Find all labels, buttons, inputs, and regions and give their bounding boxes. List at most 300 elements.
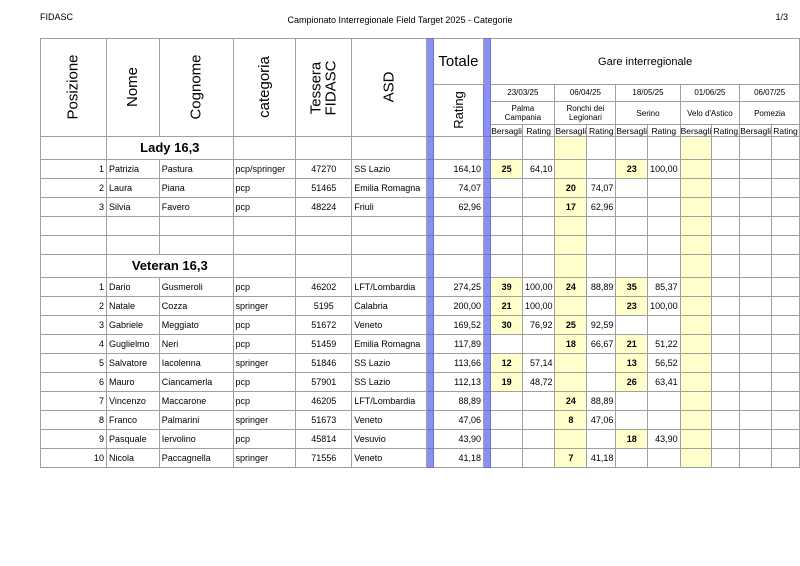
bersagli-cell	[555, 137, 587, 160]
bersagli-cell	[680, 354, 712, 373]
rating-cell: 85,37	[648, 278, 681, 297]
pos-cell: 7	[41, 392, 107, 411]
nome-cell: Franco	[107, 411, 160, 430]
doc-title: Campionato Interregionale Field Target 2025 - Categorie	[287, 15, 513, 25]
header-rating: Rating	[433, 85, 483, 137]
nome-cell: Gabriele	[107, 316, 160, 335]
separator-bar	[426, 411, 433, 430]
tessera-cell	[296, 137, 352, 160]
rating-cell: 43,90	[648, 430, 681, 449]
bersagli-cell	[680, 411, 712, 430]
rating-cell	[522, 430, 555, 449]
separator-bar	[426, 297, 433, 316]
table-row	[41, 411, 800, 430]
bersagli-cell: 39	[491, 278, 523, 297]
cognome-cell: Iacolenna	[159, 354, 233, 373]
rating-cell: 57,14	[522, 354, 555, 373]
rating-cell: 41,18	[587, 449, 616, 468]
separator-bar	[426, 198, 433, 217]
subheader-rating: Rating	[522, 125, 555, 137]
pos-cell: 2	[41, 179, 107, 198]
rating-cell	[771, 137, 799, 160]
cognome-cell: Favero	[159, 198, 233, 217]
rating-cell	[712, 255, 740, 278]
bersagli-cell	[616, 449, 648, 468]
bersagli-cell	[740, 411, 772, 430]
separator-bar	[426, 137, 433, 160]
section-title: Veteran 16,3	[107, 255, 234, 278]
rating-cell	[522, 255, 555, 278]
categoria-cell: springer	[233, 354, 296, 373]
categoria-cell: pcp	[233, 392, 296, 411]
rating-cell: 100,00	[648, 160, 681, 179]
header-tessera: Tessera FIDASC	[296, 39, 352, 137]
asd-cell	[352, 137, 426, 160]
subheader-bersagli: Bersagli	[555, 125, 587, 136]
rating-cell	[522, 179, 555, 198]
bersagli-cell	[740, 179, 772, 198]
separator-bar	[484, 39, 491, 137]
event-location: Serino	[616, 102, 680, 125]
separator-bar	[484, 278, 491, 297]
event-date: 18/05/25	[616, 85, 680, 102]
tessera-cell: 5195	[296, 297, 352, 316]
bersagli-cell	[680, 316, 712, 335]
doc-source-label: FIDASC	[40, 12, 74, 22]
asd-cell: Veneto	[352, 449, 426, 468]
bersagli-cell	[740, 430, 772, 449]
cognome-cell: Pastura	[159, 160, 233, 179]
totale-cell: 41,18	[433, 449, 483, 468]
categoria-cell: pcp	[233, 373, 296, 392]
bersagli-cell	[680, 255, 712, 278]
rating-cell	[648, 179, 681, 198]
rating-cell	[522, 449, 555, 468]
rating-cell	[712, 198, 740, 217]
rating-cell: 63,41	[648, 373, 681, 392]
subheader-rating: Rating	[713, 125, 739, 136]
bersagli-cell	[680, 373, 712, 392]
tessera-cell: 46205	[296, 392, 352, 411]
bersagli-cell	[491, 179, 523, 198]
bersagli-cell	[555, 297, 587, 316]
separator-bar	[426, 373, 433, 392]
subheader-bersagli: Bersagli	[740, 125, 771, 136]
rating-cell	[587, 217, 616, 236]
rating-cell	[712, 335, 740, 354]
bersagli-cell	[740, 137, 772, 160]
asd-cell	[352, 217, 426, 236]
nome-cell	[107, 236, 160, 255]
nome-cell: Silvia	[107, 198, 160, 217]
categoria-cell	[233, 137, 296, 160]
tessera-cell: 46202	[296, 278, 352, 297]
rating-cell: 76,92	[522, 316, 555, 335]
tessera-cell	[296, 236, 352, 255]
table-row	[41, 430, 800, 449]
bersagli-cell	[491, 430, 523, 449]
bersagli-cell	[680, 278, 712, 297]
pos-cell: 9	[41, 430, 107, 449]
categoria-cell: pcp	[233, 335, 296, 354]
bersagli-cell	[491, 335, 523, 354]
rating-cell	[522, 198, 555, 217]
bersagli-cell	[740, 373, 772, 392]
asd-cell: LFT/Lombardia	[352, 392, 426, 411]
rating-cell: 88,89	[587, 278, 616, 297]
bersagli-cell	[491, 411, 523, 430]
totale-cell: 74,07	[433, 179, 483, 198]
bersagli-cell: 18	[555, 335, 587, 354]
separator-bar	[484, 179, 491, 198]
bersagli-cell	[740, 392, 772, 411]
bersagli-cell	[555, 354, 587, 373]
rating-cell	[522, 335, 555, 354]
subheader-bersagli: Bersagli	[616, 125, 648, 136]
subheader-rating: Rating	[773, 125, 798, 136]
nome-cell: Vincenzo	[107, 392, 160, 411]
cognome-cell: Piana	[159, 179, 233, 198]
bersagli-cell	[740, 278, 772, 297]
event-location: Pomezia	[740, 102, 800, 125]
bersagli-cell: 24	[555, 278, 587, 297]
nome-cell: Natale	[107, 297, 160, 316]
rating-cell: 74,07	[587, 179, 616, 198]
bersagli-cell	[680, 217, 712, 236]
separator-bar	[484, 354, 491, 373]
bersagli-cell: 26	[616, 373, 648, 392]
rating-cell	[771, 411, 799, 430]
header-gare: Gare interregionale	[491, 39, 800, 85]
rating-cell	[771, 335, 799, 354]
rating-cell: 62,96	[587, 198, 616, 217]
pos-cell	[41, 217, 107, 236]
bersagli-cell: 23	[616, 160, 648, 179]
categoria-cell: pcp	[233, 198, 296, 217]
bersagli-cell: 23	[616, 297, 648, 316]
bersagli-cell: 21	[491, 297, 523, 316]
rating-cell: 88,89	[587, 392, 616, 411]
table-row	[41, 160, 800, 179]
bersagli-cell	[616, 236, 648, 255]
bersagli-cell	[616, 198, 648, 217]
pos-cell	[41, 255, 107, 278]
cognome-cell: Paccagnella	[159, 449, 233, 468]
bersagli-cell: 18	[616, 430, 648, 449]
bersagli-cell: 8	[555, 411, 587, 430]
table-row	[41, 335, 800, 354]
rating-cell	[587, 430, 616, 449]
rating-cell	[771, 297, 799, 316]
subheader-rating: Rating	[648, 125, 681, 137]
nome-cell: Guglielmo	[107, 335, 160, 354]
rating-cell	[648, 137, 681, 160]
bersagli-cell	[740, 449, 772, 468]
separator-bar	[484, 430, 491, 449]
bersagli-cell	[740, 198, 772, 217]
bersagli-cell	[491, 449, 523, 468]
cognome-cell: Meggiato	[159, 316, 233, 335]
separator-bar	[484, 373, 491, 392]
rating-cell	[771, 198, 799, 217]
totale-cell: 113,66	[433, 354, 483, 373]
totale-cell	[433, 217, 483, 236]
bersagli-cell	[680, 198, 712, 217]
rating-cell: 100,00	[648, 297, 681, 316]
categoria-cell	[233, 236, 296, 255]
section-title: Lady 16,3	[107, 137, 234, 160]
tessera-cell: 47270	[296, 160, 352, 179]
nome-cell	[107, 217, 160, 236]
bersagli-cell	[680, 137, 712, 160]
separator-bar	[426, 354, 433, 373]
rating-cell	[648, 449, 681, 468]
bersagli-cell	[555, 217, 587, 236]
bersagli-cell	[616, 255, 648, 278]
rating-cell: 100,00	[522, 297, 555, 316]
event-date: 23/03/25	[491, 85, 555, 102]
ranking-body	[41, 137, 800, 468]
rating-cell	[771, 179, 799, 198]
separator-bar	[426, 160, 433, 179]
rating-cell	[771, 354, 799, 373]
pos-cell: 3	[41, 198, 107, 217]
rating-cell	[771, 449, 799, 468]
pos-cell: 2	[41, 297, 107, 316]
separator-bar	[484, 236, 491, 255]
tessera-cell: 51459	[296, 335, 352, 354]
totale-cell: 62,96	[433, 198, 483, 217]
asd-cell: Vesuvio	[352, 430, 426, 449]
bersagli-cell	[680, 449, 712, 468]
bersagli-cell: 35	[616, 278, 648, 297]
separator-bar	[484, 160, 491, 179]
pos-cell: 8	[41, 411, 107, 430]
rating-cell	[771, 392, 799, 411]
asd-cell	[352, 255, 426, 278]
pos-cell	[41, 137, 107, 160]
bersagli-cell	[491, 217, 523, 236]
tessera-cell: 51465	[296, 179, 352, 198]
cognome-cell: Maccarone	[159, 392, 233, 411]
categoria-cell	[233, 217, 296, 236]
totale-cell: 200,00	[433, 297, 483, 316]
pos-cell: 10	[41, 449, 107, 468]
subheader-rating: Rating	[587, 125, 616, 137]
table-row	[41, 316, 800, 335]
cognome-cell: Palmarini	[159, 411, 233, 430]
separator-bar	[426, 316, 433, 335]
categoria-cell: pcp	[233, 316, 296, 335]
bersagli-cell	[491, 255, 523, 278]
bersagli-cell	[680, 236, 712, 255]
rating-cell	[522, 236, 555, 255]
event-date: 06/07/25	[740, 85, 800, 102]
bersagli-cell	[616, 179, 648, 198]
bersagli-cell	[680, 160, 712, 179]
bersagli-cell	[740, 217, 772, 236]
asd-cell: Veneto	[352, 411, 426, 430]
rating-cell	[771, 236, 799, 255]
separator-bar	[484, 297, 491, 316]
tessera-cell: 51672	[296, 316, 352, 335]
totale-cell	[433, 255, 483, 278]
pos-cell: 3	[41, 316, 107, 335]
rating-cell	[587, 160, 616, 179]
table-row	[41, 278, 800, 297]
separator-bar	[484, 411, 491, 430]
rating-cell	[712, 160, 740, 179]
ranking-table	[40, 38, 800, 468]
bersagli-cell: 7	[555, 449, 587, 468]
rating-cell	[522, 392, 555, 411]
bersagli-cell	[740, 160, 772, 179]
separator-bar	[426, 335, 433, 354]
bersagli-cell	[491, 236, 523, 255]
bersagli-cell: 24	[555, 392, 587, 411]
rating-cell	[712, 430, 740, 449]
cognome-cell: Ciancamerla	[159, 373, 233, 392]
asd-cell: Friuli	[352, 198, 426, 217]
tessera-cell	[296, 217, 352, 236]
cognome-cell: Neri	[159, 335, 233, 354]
rating-cell	[648, 217, 681, 236]
rating-cell	[648, 316, 681, 335]
bersagli-cell	[616, 217, 648, 236]
rating-cell: 100,00	[522, 278, 555, 297]
rating-cell	[648, 255, 681, 278]
totale-cell: 88,89	[433, 392, 483, 411]
rating-cell: 56,52	[648, 354, 681, 373]
subheader-bersagli: Bersagli	[680, 125, 712, 136]
cognome-cell	[159, 217, 233, 236]
section-row	[41, 255, 800, 278]
header-posizione: Posizione	[41, 39, 107, 137]
totale-cell: 112,13	[433, 373, 483, 392]
rating-cell	[522, 217, 555, 236]
rating-cell	[771, 217, 799, 236]
event-location: Velo d'Astico	[680, 102, 740, 125]
totale-cell: 117,89	[433, 335, 483, 354]
table-row	[41, 297, 800, 316]
cognome-cell: Iervolino	[159, 430, 233, 449]
table-row	[41, 392, 800, 411]
separator-bar	[484, 335, 491, 354]
nome-cell: Patrizia	[107, 160, 160, 179]
separator-bar	[484, 316, 491, 335]
bersagli-cell	[680, 430, 712, 449]
rating-cell	[712, 297, 740, 316]
pos-cell: 6	[41, 373, 107, 392]
tessera-cell: 48224	[296, 198, 352, 217]
separator-bar	[484, 198, 491, 217]
totale-cell: 43,90	[433, 430, 483, 449]
tessera-cell: 57901	[296, 373, 352, 392]
separator-bar	[484, 217, 491, 236]
bersagli-cell	[740, 255, 772, 278]
categoria-cell: springer	[233, 297, 296, 316]
rating-cell: 64,10	[522, 160, 555, 179]
categoria-cell: pcp	[233, 430, 296, 449]
bersagli-cell: 17	[555, 198, 587, 217]
rating-cell	[648, 236, 681, 255]
bersagli-cell	[491, 137, 523, 160]
rating-cell: 51,22	[648, 335, 681, 354]
table-row	[41, 198, 800, 217]
totale-cell: 164,10	[433, 160, 483, 179]
pos-cell: 5	[41, 354, 107, 373]
totale-cell: 169,52	[433, 316, 483, 335]
separator-bar	[426, 392, 433, 411]
bersagli-cell	[616, 411, 648, 430]
cognome-cell: Gusmeroli	[159, 278, 233, 297]
rating-cell	[712, 137, 740, 160]
bersagli-cell	[616, 137, 648, 160]
totale-cell: 274,25	[433, 278, 483, 297]
event-location: Ronchi dei Legionari	[555, 102, 616, 125]
asd-cell: Calabria	[352, 297, 426, 316]
subheader-bersagli: Bersagli	[491, 125, 522, 136]
rating-cell: 66,67	[587, 335, 616, 354]
rating-cell	[771, 160, 799, 179]
pos-cell: 4	[41, 335, 107, 354]
bersagli-cell	[680, 335, 712, 354]
rating-cell	[771, 373, 799, 392]
categoria-cell: springer	[233, 411, 296, 430]
categoria-cell	[233, 255, 296, 278]
separator-bar	[484, 392, 491, 411]
separator-bar	[426, 430, 433, 449]
totale-cell: 47,06	[433, 411, 483, 430]
totale-cell	[433, 137, 483, 160]
separator-bar	[484, 137, 491, 160]
bersagli-cell	[616, 392, 648, 411]
asd-cell: Emilia Romagna	[352, 179, 426, 198]
bersagli-cell	[555, 236, 587, 255]
nome-cell: Mauro	[107, 373, 160, 392]
totale-cell	[433, 236, 483, 255]
bersagli-cell: 12	[491, 354, 523, 373]
table-row	[41, 354, 800, 373]
bersagli-cell	[616, 316, 648, 335]
separator-bar	[484, 255, 491, 278]
bersagli-cell: 19	[491, 373, 523, 392]
rating-cell	[587, 373, 616, 392]
bersagli-cell	[680, 297, 712, 316]
nome-cell: Pasquale	[107, 430, 160, 449]
categoria-cell: pcp/springer	[233, 160, 296, 179]
asd-cell: SS Lazio	[352, 354, 426, 373]
bersagli-cell	[740, 335, 772, 354]
nome-cell: Dario	[107, 278, 160, 297]
rating-cell	[712, 392, 740, 411]
header-nome: Nome	[107, 39, 160, 137]
asd-cell: Emilia Romagna	[352, 335, 426, 354]
separator-bar	[426, 179, 433, 198]
rating-cell	[771, 255, 799, 278]
rating-cell	[771, 316, 799, 335]
rating-cell	[587, 137, 616, 160]
rating-cell: 47,06	[587, 411, 616, 430]
header-categoria: categoria	[233, 39, 296, 137]
bersagli-cell	[740, 354, 772, 373]
rating-cell: 92,59	[587, 316, 616, 335]
rating-cell	[771, 430, 799, 449]
bersagli-cell: 25	[491, 160, 523, 179]
rating-cell	[522, 411, 555, 430]
tessera-cell: 71556	[296, 449, 352, 468]
bersagli-cell	[740, 316, 772, 335]
